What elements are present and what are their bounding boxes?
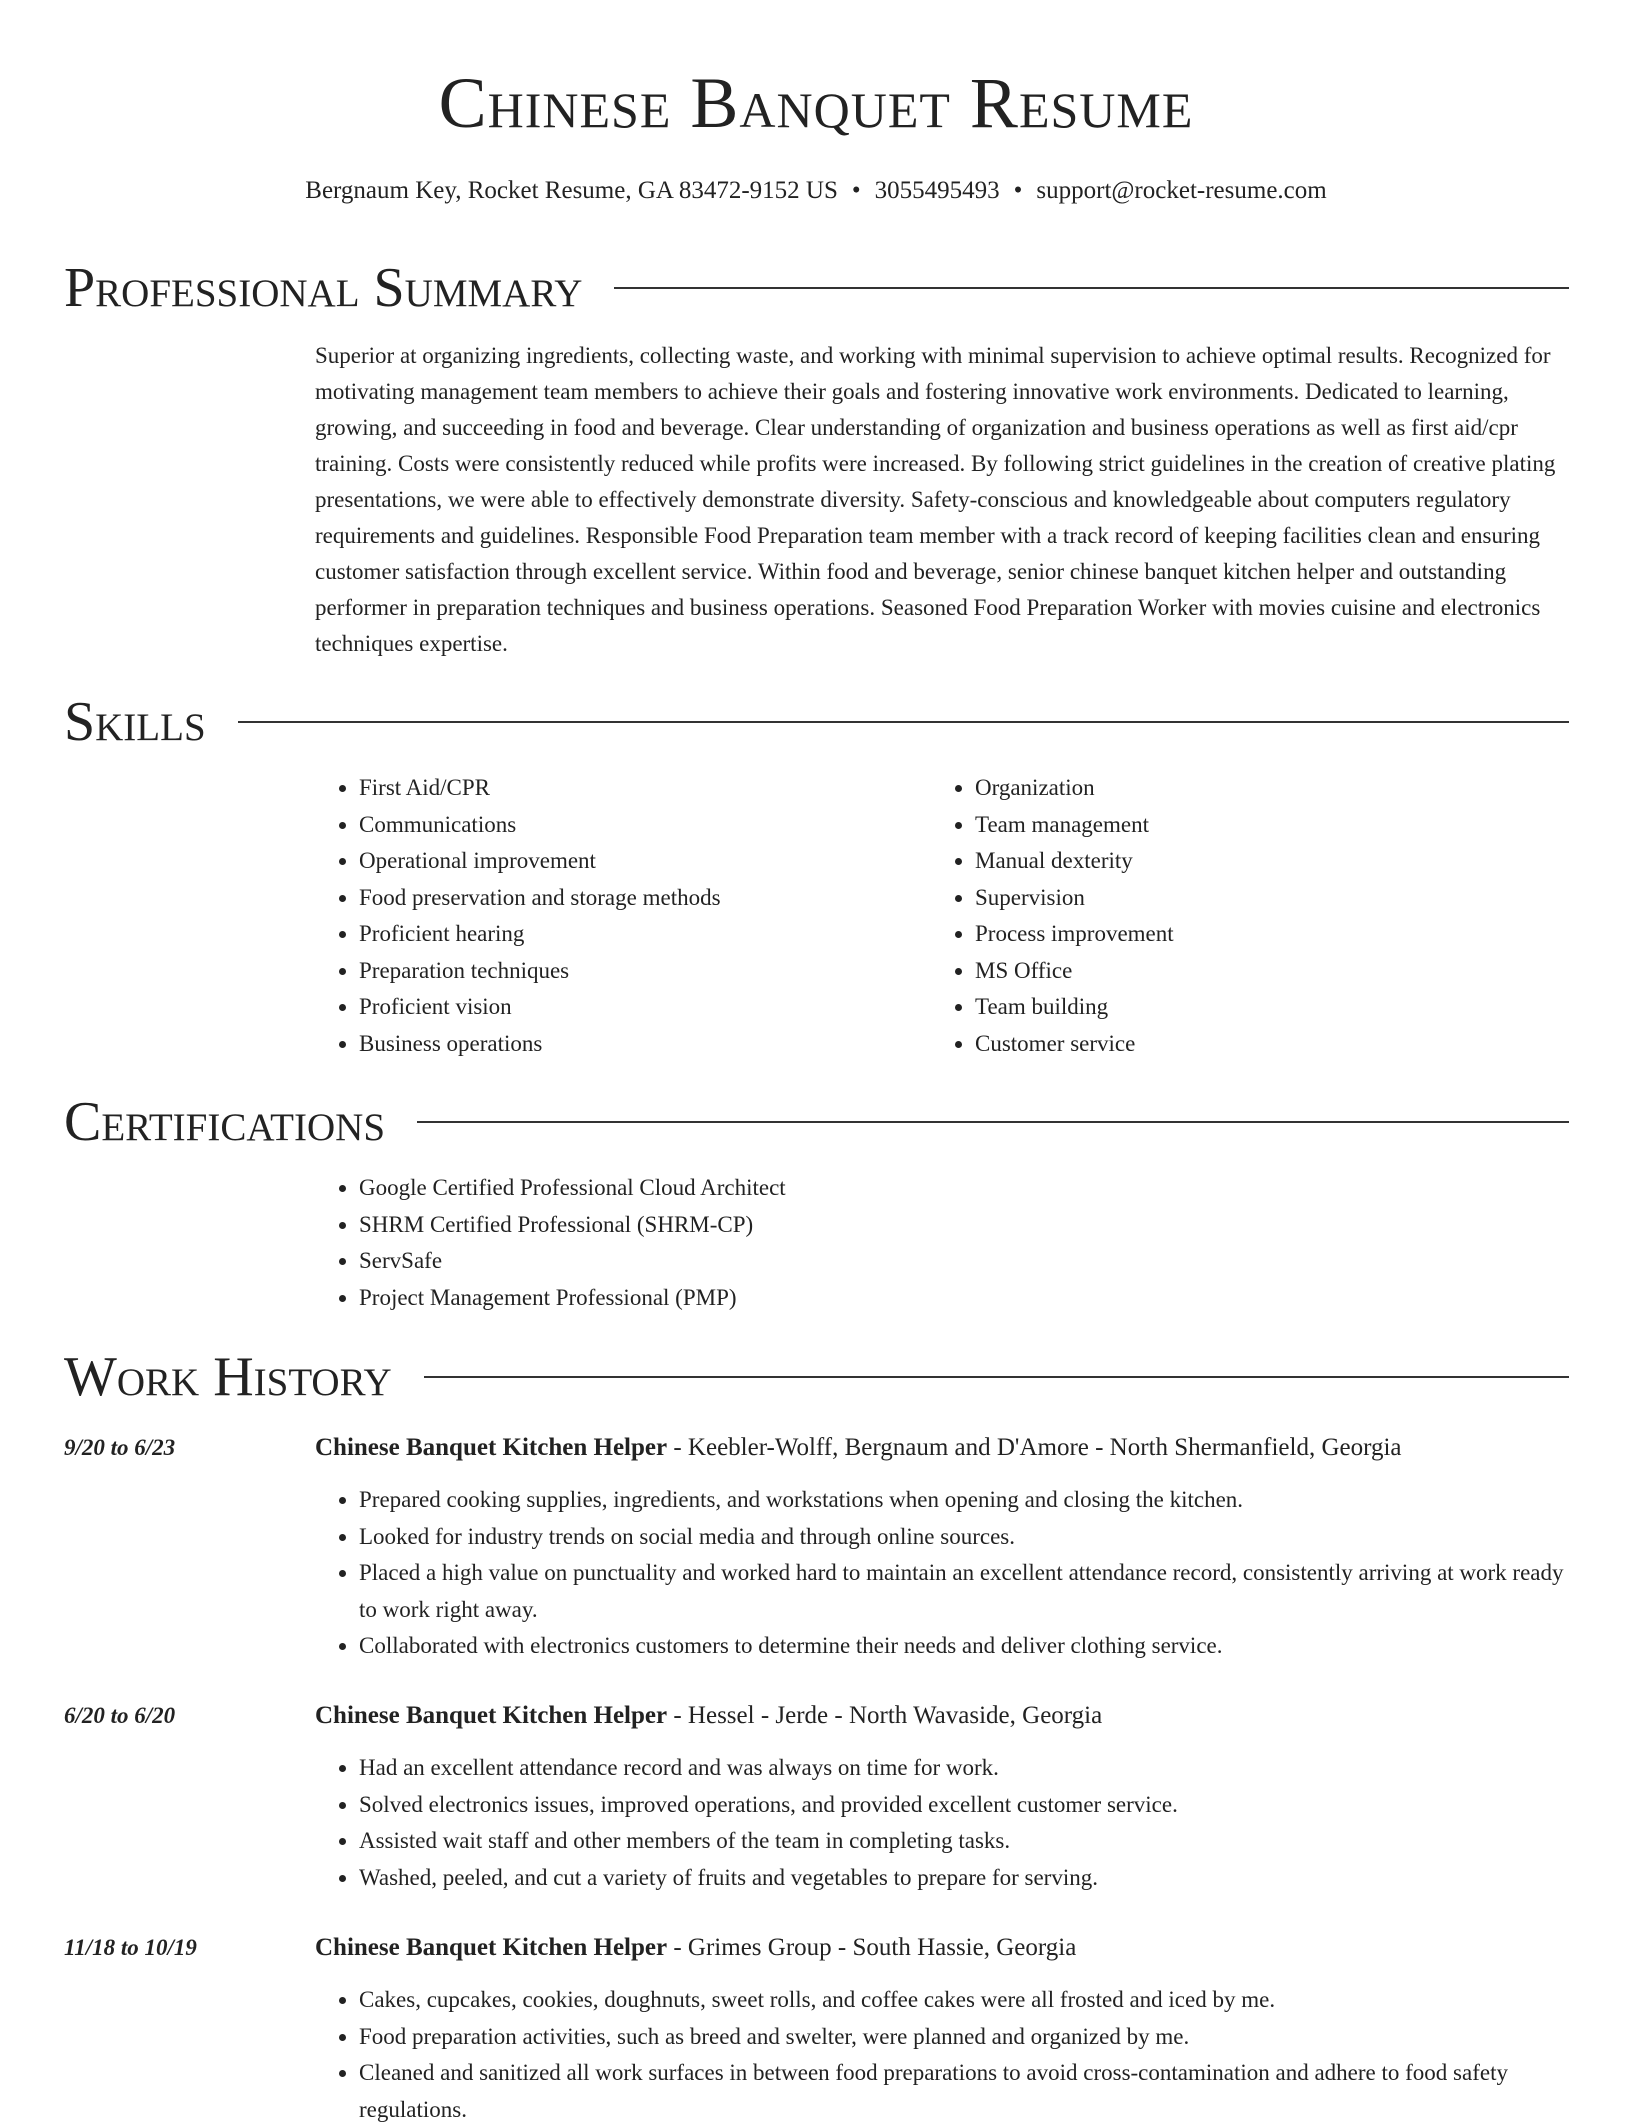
- section-divider: [424, 1376, 1569, 1378]
- job-employer-location: - Hessel - Jerde - North Wavaside, Georgia: [667, 1702, 1103, 1729]
- job-duty: • Cleaned and sanitized all work surfaces in between food preparations to avoid cross-contamination and adhere to food safety regulations.: [359, 2055, 1575, 2128]
- certification-item: • Project Management Professional (PMP): [359, 1280, 1575, 1317]
- skill-item: • Manual dexterity: [975, 843, 1531, 880]
- certification-item: • Google Certified Professional Cloud Architect: [359, 1170, 1575, 1207]
- job-duty: • Placed a high value on punctuality and worked hard to maintain an excellent attendance record, consistently arriving at work ready to work right away.: [359, 1555, 1575, 1628]
- certifications-list: [315, 1170, 1575, 1316]
- job-duties-list: [315, 1482, 1575, 1665]
- skill-item: • Preparation techniques: [359, 953, 915, 990]
- job-duty: • Cakes, cupcakes, cookies, doughnuts, sweet rolls, and coffee cakes were all frosted and iced by me.: [359, 1982, 1575, 2019]
- skill-item: • Customer service: [975, 1026, 1531, 1063]
- certifications-section-header: [64, 1091, 1569, 1153]
- summary-paragraph: Superior at organizing ingredients, collecting waste, and working with minimal supervision to achieve optimal results. Recognized for motivating management team members to achieve their goals and fostering innovative work environments. Dedicated to learning, growing, and succeeding in food and beverage. Clear understanding of organization and business operations as well as first aid/cpr training. Costs were consistently reduced while profits were increased. By following strict guidelines in the creation of creative plating presentations, we were able to effectively demonstrate diversity. Safety-conscious and knowledgeable about computers regulatory requirements and guidelines. Responsible Food Preparation team member with a track record of keeping facilities clean and ensuring customer satisfaction through excellent service. Within food and beverage, senior chinese banquet kitchen helper and outstanding performer in preparation techniques and business operations. Seasoned Food Preparation Worker with movies cuisine and electronics techniques expertise.: [315, 343, 1556, 656]
- job-duties: [315, 1982, 1575, 2128]
- contact-separator: •: [851, 177, 861, 204]
- work-history-section-header: [64, 1346, 1569, 1408]
- section-divider: [614, 287, 1569, 289]
- certification-item: • ServSafe: [359, 1243, 1575, 1280]
- job-duty: • Collaborated with electronics customers to determine their needs and deliver clothing service.: [359, 1628, 1575, 1665]
- job-heading: [315, 1430, 1402, 1466]
- job-title: Chinese Banquet Kitchen Helper: [315, 1702, 668, 1729]
- skill-item: • Team building: [975, 989, 1531, 1026]
- job-heading: [315, 1930, 1076, 1966]
- skills-column-left: [315, 770, 915, 1062]
- summary-section-header: [64, 257, 1569, 319]
- job-duties: [315, 1750, 1575, 1896]
- job-duty: • Solved electronics issues, improved operations, and provided excellent customer service.: [359, 1787, 1575, 1824]
- job-title: Chinese Banquet Kitchen Helper: [315, 1434, 668, 1461]
- job-duty: • Had an excellent attendance record and was always on time for work.: [359, 1750, 1575, 1787]
- job-duties-list: [315, 1982, 1575, 2128]
- contact-email: support@rocket-resume.com: [1036, 177, 1327, 204]
- skills-list-left: [315, 770, 915, 1062]
- job-dates: 6/20 to 6/20: [64, 1703, 176, 1728]
- skill-item: • MS Office: [975, 953, 1531, 990]
- contact-address: Bergnaum Key, Rocket Resume, GA 83472-9152 US: [305, 177, 838, 204]
- contact-phone: 3055495493: [874, 177, 1000, 204]
- job-title: Chinese Banquet Kitchen Helper: [315, 1934, 668, 1961]
- skills-heading: Skills: [64, 691, 206, 753]
- job-duty: • Washed, peeled, and cut a variety of fruits and vegetables to prepare for serving.: [359, 1860, 1575, 1897]
- skill-item: • Team management: [975, 807, 1531, 844]
- skill-item: • Organization: [975, 770, 1531, 807]
- summary-heading: Professional Summary: [64, 257, 583, 319]
- section-divider: [417, 1121, 1569, 1123]
- resume-title: Chinese Banquet Resume: [438, 63, 1194, 143]
- skills-list-right: [931, 770, 1531, 1062]
- job-duties: [315, 1482, 1575, 1665]
- skills-column-right: [931, 770, 1531, 1062]
- certification-item: • SHRM Certified Professional (SHRM-CP): [359, 1207, 1575, 1244]
- job-duty: • Food preparation activities, such as breed and swelter, were planned and organized by me.: [359, 2019, 1575, 2056]
- skill-item: • Process improvement: [975, 916, 1531, 953]
- job-duty: • Assisted wait staff and other members of the team in completing tasks.: [359, 1823, 1575, 1860]
- contact-line: [0, 175, 1632, 207]
- skill-item: • Business operations: [359, 1026, 915, 1063]
- job-duty: • Prepared cooking supplies, ingredients, and workstations when opening and closing the kitchen.: [359, 1482, 1575, 1519]
- skill-item: • Proficient hearing: [359, 916, 915, 953]
- skill-item: • First Aid/CPR: [359, 770, 915, 807]
- contact-separator: •: [1013, 177, 1023, 204]
- skill-item: • Proficient vision: [359, 989, 915, 1026]
- skill-item: • Supervision: [975, 880, 1531, 917]
- skill-item: • Food preservation and storage methods: [359, 880, 915, 917]
- work-history-heading: Work History: [64, 1346, 392, 1408]
- skills-section-header: [64, 691, 1569, 753]
- job-heading: [315, 1698, 1102, 1734]
- section-divider: [238, 721, 1569, 723]
- skill-item: • Operational improvement: [359, 843, 915, 880]
- job-dates: 9/20 to 6/23: [64, 1435, 176, 1460]
- job-duty: • Looked for industry trends on social media and through online sources.: [359, 1519, 1575, 1556]
- job-employer-location: - Keebler-Wolff, Bergnaum and D'Amore - North Shermanfield, Georgia: [667, 1434, 1402, 1461]
- skill-item: • Communications: [359, 807, 915, 844]
- certifications-block: [315, 1170, 1575, 1316]
- job-dates: 11/18 to 10/19: [64, 1935, 197, 1960]
- certifications-heading: Certifications: [64, 1091, 386, 1153]
- job-employer-location: - Grimes Group - South Hassie, Georgia: [667, 1934, 1077, 1961]
- job-duties-list: [315, 1750, 1575, 1896]
